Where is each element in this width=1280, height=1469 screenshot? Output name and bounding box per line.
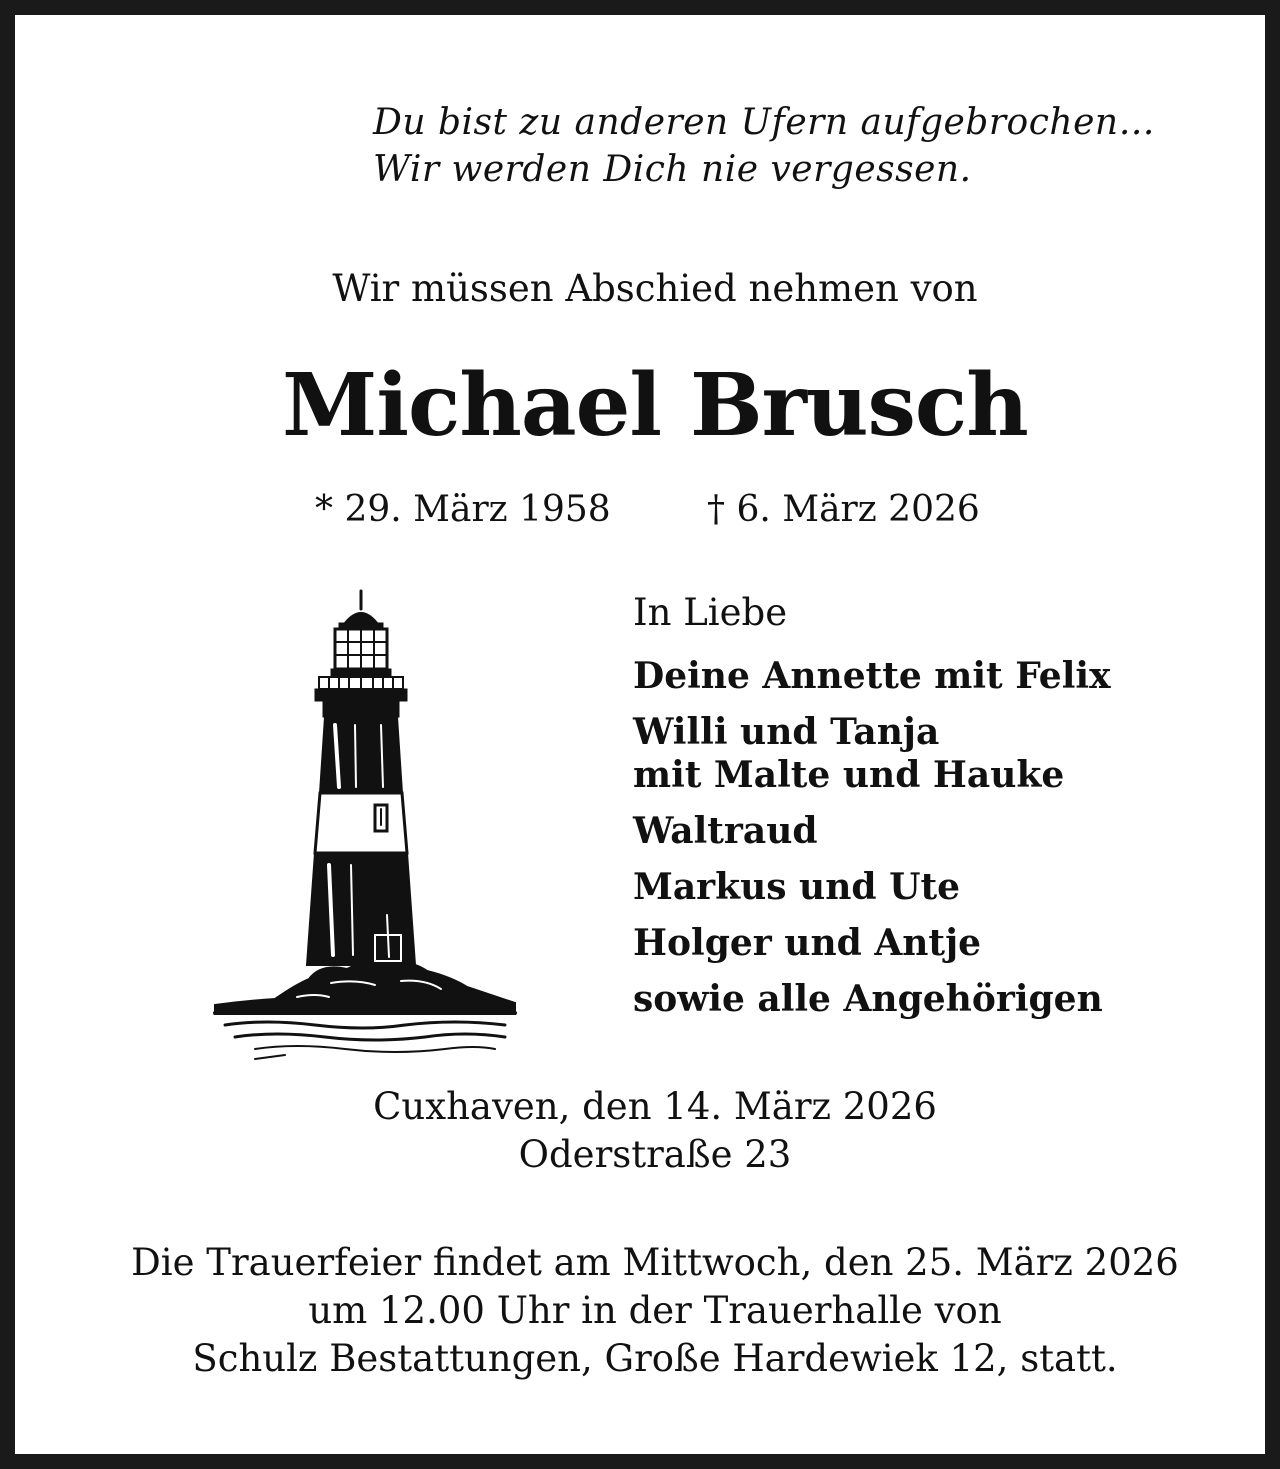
mourner-entry: [633, 711, 1111, 797]
mourner-entry: [633, 866, 1111, 909]
mourners-list: [633, 655, 1111, 1034]
place-and-address: [15, 1083, 1280, 1179]
address: Oderstraße 23: [518, 1133, 792, 1176]
mourner-name: sowie alle Angehörigen: [633, 978, 1103, 1020]
poem-quote: [373, 99, 1155, 193]
poem-line-1: Du bist zu anderen Ufern aufgebrochen…: [373, 102, 1156, 143]
in-love-label: In Liebe: [633, 591, 788, 634]
mourner-name: Holger und Antje: [633, 922, 981, 964]
mourner-name: Deine Annette mit Felix: [633, 655, 1111, 697]
lighthouse-icon: [205, 585, 535, 1065]
intro-text: Wir müssen Abschied nehmen von: [332, 267, 978, 310]
mourner-entry: [633, 922, 1111, 965]
mourner-name: Markus und Ute: [633, 866, 961, 908]
deceased-name: Michael Brusch: [282, 355, 1028, 456]
funeral-line-2: um 12.00 Uhr in der Trauerhalle von: [308, 1289, 1002, 1332]
mourner-entry: [633, 978, 1111, 1021]
mourner-name: Willi und Tanja: [633, 711, 940, 753]
funeral-line-1: Die Trauerfeier findet am Mittwoch, den 25. März 2026: [131, 1241, 1179, 1284]
place-date: Cuxhaven, den 14. März 2026: [373, 1085, 937, 1128]
funeral-line-3: Schulz Bestattungen, Große Hardewiek 12, statt.: [192, 1337, 1118, 1380]
birth-date: * 29. März 1958: [315, 489, 611, 530]
funeral-info: [15, 1239, 1280, 1383]
poem-line-2: Wir werden Dich nie vergessen.: [373, 149, 972, 190]
mourner-name: Waltraud: [633, 810, 818, 852]
mourner-entry: [633, 655, 1111, 698]
mourner-entry: [633, 810, 1111, 853]
death-date: † 6. März 2026: [707, 489, 980, 530]
mourner-name: mit Malte und Hauke: [633, 754, 1065, 796]
